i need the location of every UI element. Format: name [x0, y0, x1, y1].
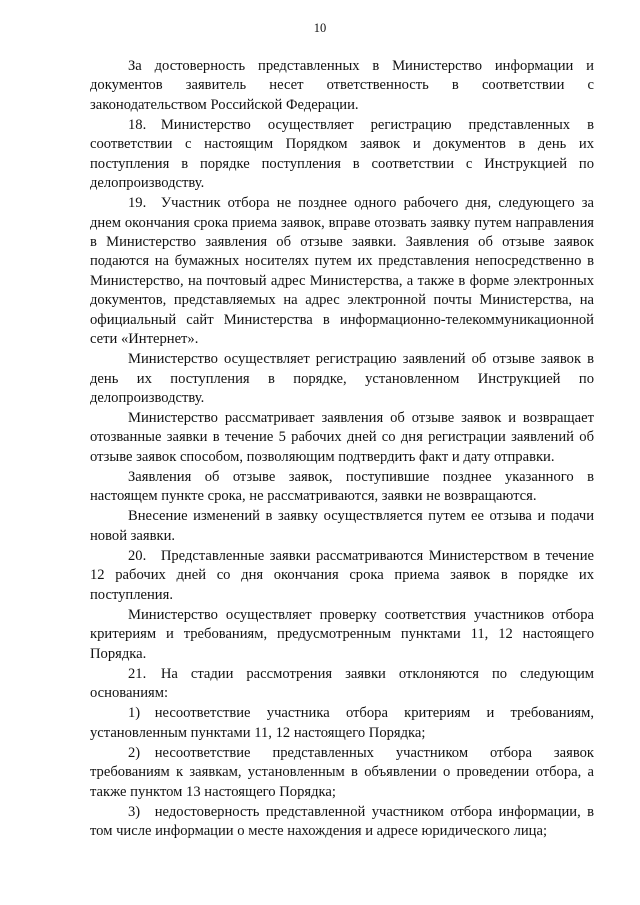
paragraph-20: 20. Представленные заявки рассматриваются Министерством в течение 12 рабочих дней со дня окончания срока приема заявок в порядке их поступления. [90, 547, 594, 603]
document-body [90, 57, 594, 842]
page-number: 10 [313, 21, 327, 35]
list-item-1: 1) несоответствие участника отбора критериям и требованиям, установленным пунктами 11, 12 настоящего Порядка; [90, 705, 594, 741]
paragraph-21: 21. На стадии рассмотрения заявки отклоняются по следующим основаниям: [90, 665, 594, 702]
paragraph-19-registration: Министерство осуществляет регистрацию заявлений об отзыве заявок в день их поступления в порядке, установленном Инструкцией по делопроизводству. [90, 351, 594, 406]
paragraph-20-check: Министерство осуществляет проверку соответствия участников отбора критериям и требованиям, предусмотренным пунктами 11, 12 настоящего Порядка. [90, 606, 594, 662]
list-item-2: 2) несоответствие представленных участником отбора заявок требованиям к заявкам, установленным в объявлении о проведении отбора, а также пунктом 13 настоящего Порядка; [90, 744, 594, 800]
paragraph-19: 19. Участник отбора не позднее одного рабочего дня, следующего за днем окончания срока приема заявок, вправе отозвать заявку путем направления в Министерство заявления об отзыве заявки. Заявления об отзыве заявок подаются на бумажных носителях путем их представления непосредственно в Министерство, на почтовый адрес Министерства, а также в форме электронных документов, представляемых на адрес электронной почты Министерства, на официальный сайт Министерства в информационно-телекоммуникационной сети «Интернет». [90, 195, 594, 348]
list-item-3: 3) недостоверность представленной участником отбора информации, в том числе информации о месте нахождения и адресе юридического лица; [90, 803, 594, 840]
paragraph-responsibility: За достоверность представленных в Министерство информации и документов заявитель несет ответственность в соответствии с законодательством Российской Федерации. [90, 58, 594, 113]
paragraph-19-review: Министерство рассматривает заявления об отзыве заявок и возвращает отозванные заявки в течение 5 рабочих дней со дня регистрации заявлений об отзыве заявок способом, позволяющим подтвердить факт и дату отправки. [90, 410, 594, 465]
paragraph-19-late: Заявления об отзыве заявок, поступившие позднее указанного в настоящем пункте срока, не рассматриваются, заявки не возвращаются. [90, 468, 594, 505]
paragraph-19-changes: Внесение изменений в заявку осуществляется путем ее отзыва и подачи новой заявки. [90, 508, 594, 544]
paragraph-18: 18. Министерство осуществляет регистрацию представленных в соответствии с настоящим Порядком заявок и документов в день их поступления в порядке поступления в соответствии с Инструкцией по делопроизводству. [90, 116, 594, 192]
